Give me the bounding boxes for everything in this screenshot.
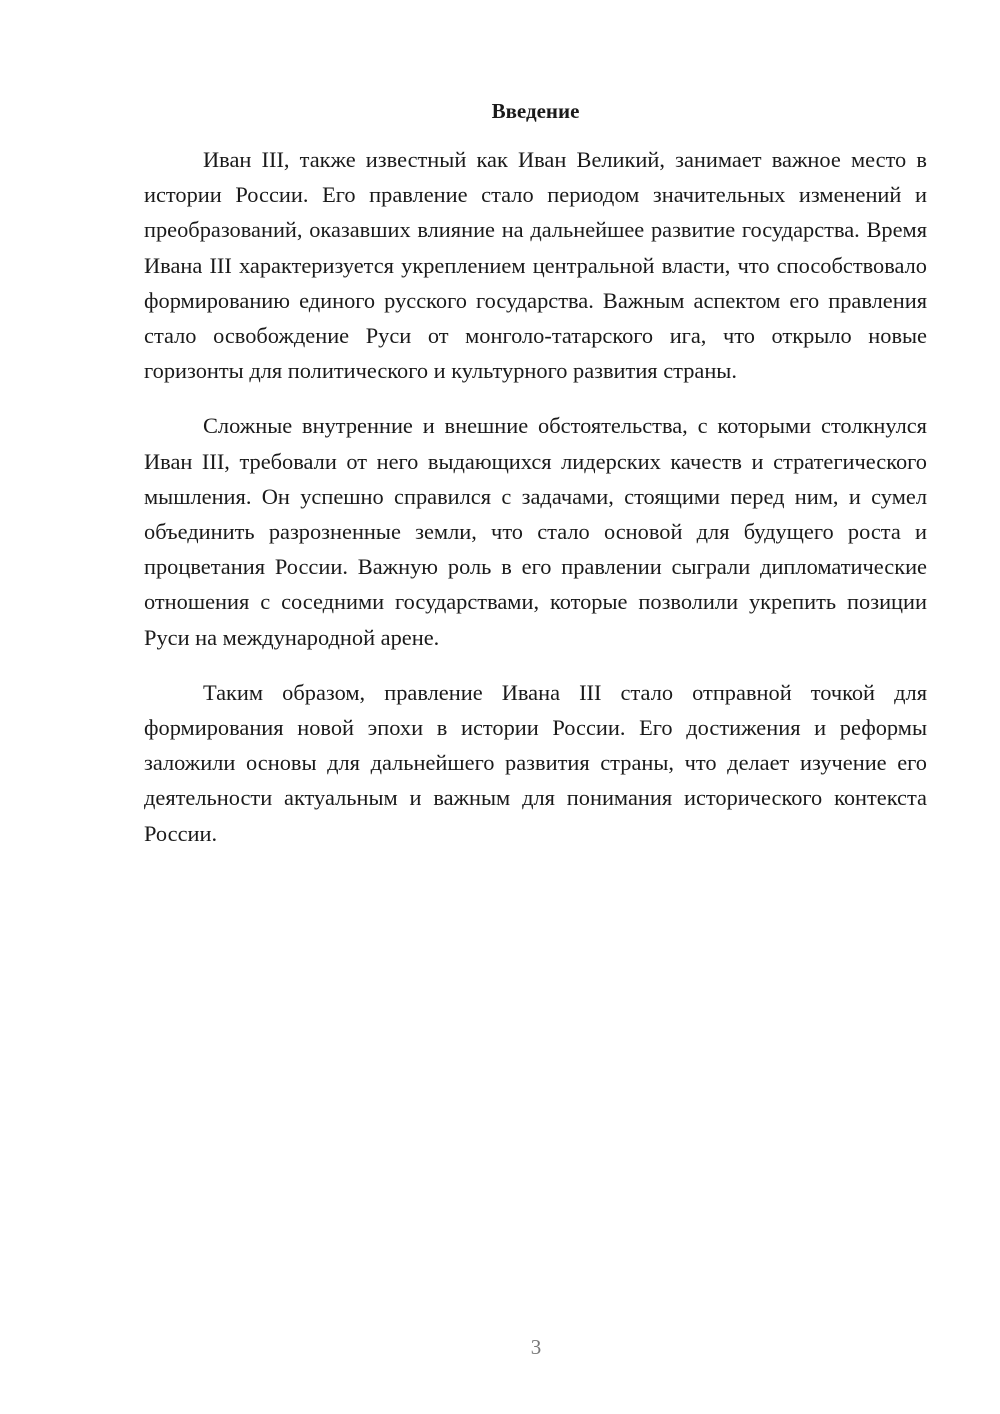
page-number: 3 xyxy=(530,1335,542,1359)
section-heading: Введение xyxy=(491,99,580,123)
paragraph-3: Таким образом, правление Ивана III стало отправной точкой для формирования новой эпохи в истории России. Его достижения и реформы заложили основы для дальнейшего развития страны, что делает изучение его деятельности актуальным и важным для понимания исторического контекста России. xyxy=(144,679,927,846)
page-content xyxy=(144,94,927,871)
paragraph-2: Сложные внутренние и внешние обстоятельства, с которыми столкнулся Иван III, требовали от него выдающихся лидерских качеств и стратегического мышления. Он успешно справился с задачами, стоящими перед ним, и сумел объединить разрозненные земли, что стало основой для будущего роста и процветания России. Важную роль в его правлении сыграли дипломатические отношения с соседними государствами, которые позволили укрепить позиции Руси на международной арене. xyxy=(144,413,927,650)
paragraph-1: Иван III, также известный как Иван Великий, занимает важное место в истории России. Его правление стало периодом значительных изменений и преобразований, оказавших влияние на дальнейшее развитие государства. Время Ивана III характеризуется укреплением центральной власти, что способствовало формированию единого русского государства. Важным аспектом его правления стало освобождение Руси от монголо-татарского ига, что открыло новые горизонты для политического и культурного развития страны. xyxy=(144,147,927,384)
